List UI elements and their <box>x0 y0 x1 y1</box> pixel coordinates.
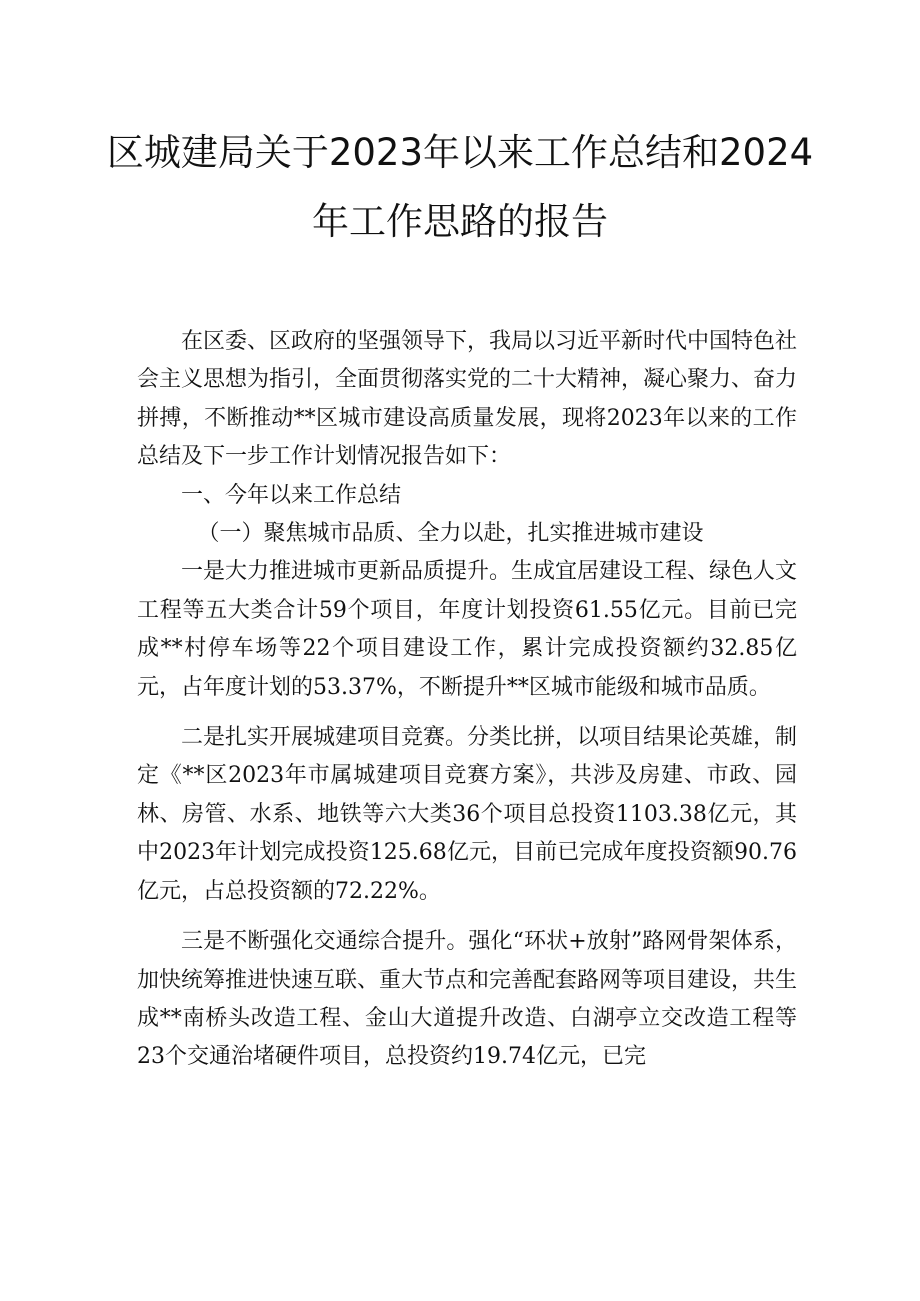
section-heading: 一、今年以来工作总结 <box>181 482 402 508</box>
title-line-1: 区城建局关于2023年以来工作总结和2024 <box>106 131 814 174</box>
intro-paragraph: 在区委、区政府的坚强领导下，我局以习近平新时代中国特色社会主义思想为指引，全面贯彻落实党的二十大精神，凝心聚力、奋力拼搏，不断推动**区城市建设高质量发展，现将2023年以来的工作总结及下一步工作计划情况报告如下： <box>137 329 798 470</box>
body-paragraph: 二是扎实开展城建项目竞赛。分类比拼，以项目结果论英雄，制定《**区2023年市属城建项目竞赛方案》，共涉及房建、市政、园林、房管、水系、地铁等六大类36个项目总投资1103.38亿元，其中2023年计划完成投资125.68亿元，目前已完成年度投资额90.76亿元，占总投资额的72.22%。 <box>137 725 798 904</box>
subsection-heading: （一）聚焦城市品质、全力以赴，扎实推进城市建设 <box>197 521 704 547</box>
title-line-2: 年工作思路的报告 <box>312 200 608 243</box>
body-paragraph: 一是大力推进城市更新品质提升。生成宜居建设工程、绿色人文工程等五大类合计59个项目，年度计划投资61.55亿元。目前已完成**村停车场等22个项目建设工作，累计完成投资额约32.85亿元，占年度计划的53.37%，不断提升**区城市能级和城市品质。 <box>137 559 798 700</box>
body-paragraph: 三是不断强化交通综合提升。强化“环状+放射”路网骨架体系，加快统筹推进快速互联、重大节点和完善配套路网等项目建设，共生成**南桥头改造工程、金山大道提升改造、白湖亭立交改造工程等23个交通治堵硬件项目，总投资约19.74亿元，已完 <box>137 929 798 1070</box>
document-body <box>137 323 797 1077</box>
document-title <box>60 118 860 256</box>
